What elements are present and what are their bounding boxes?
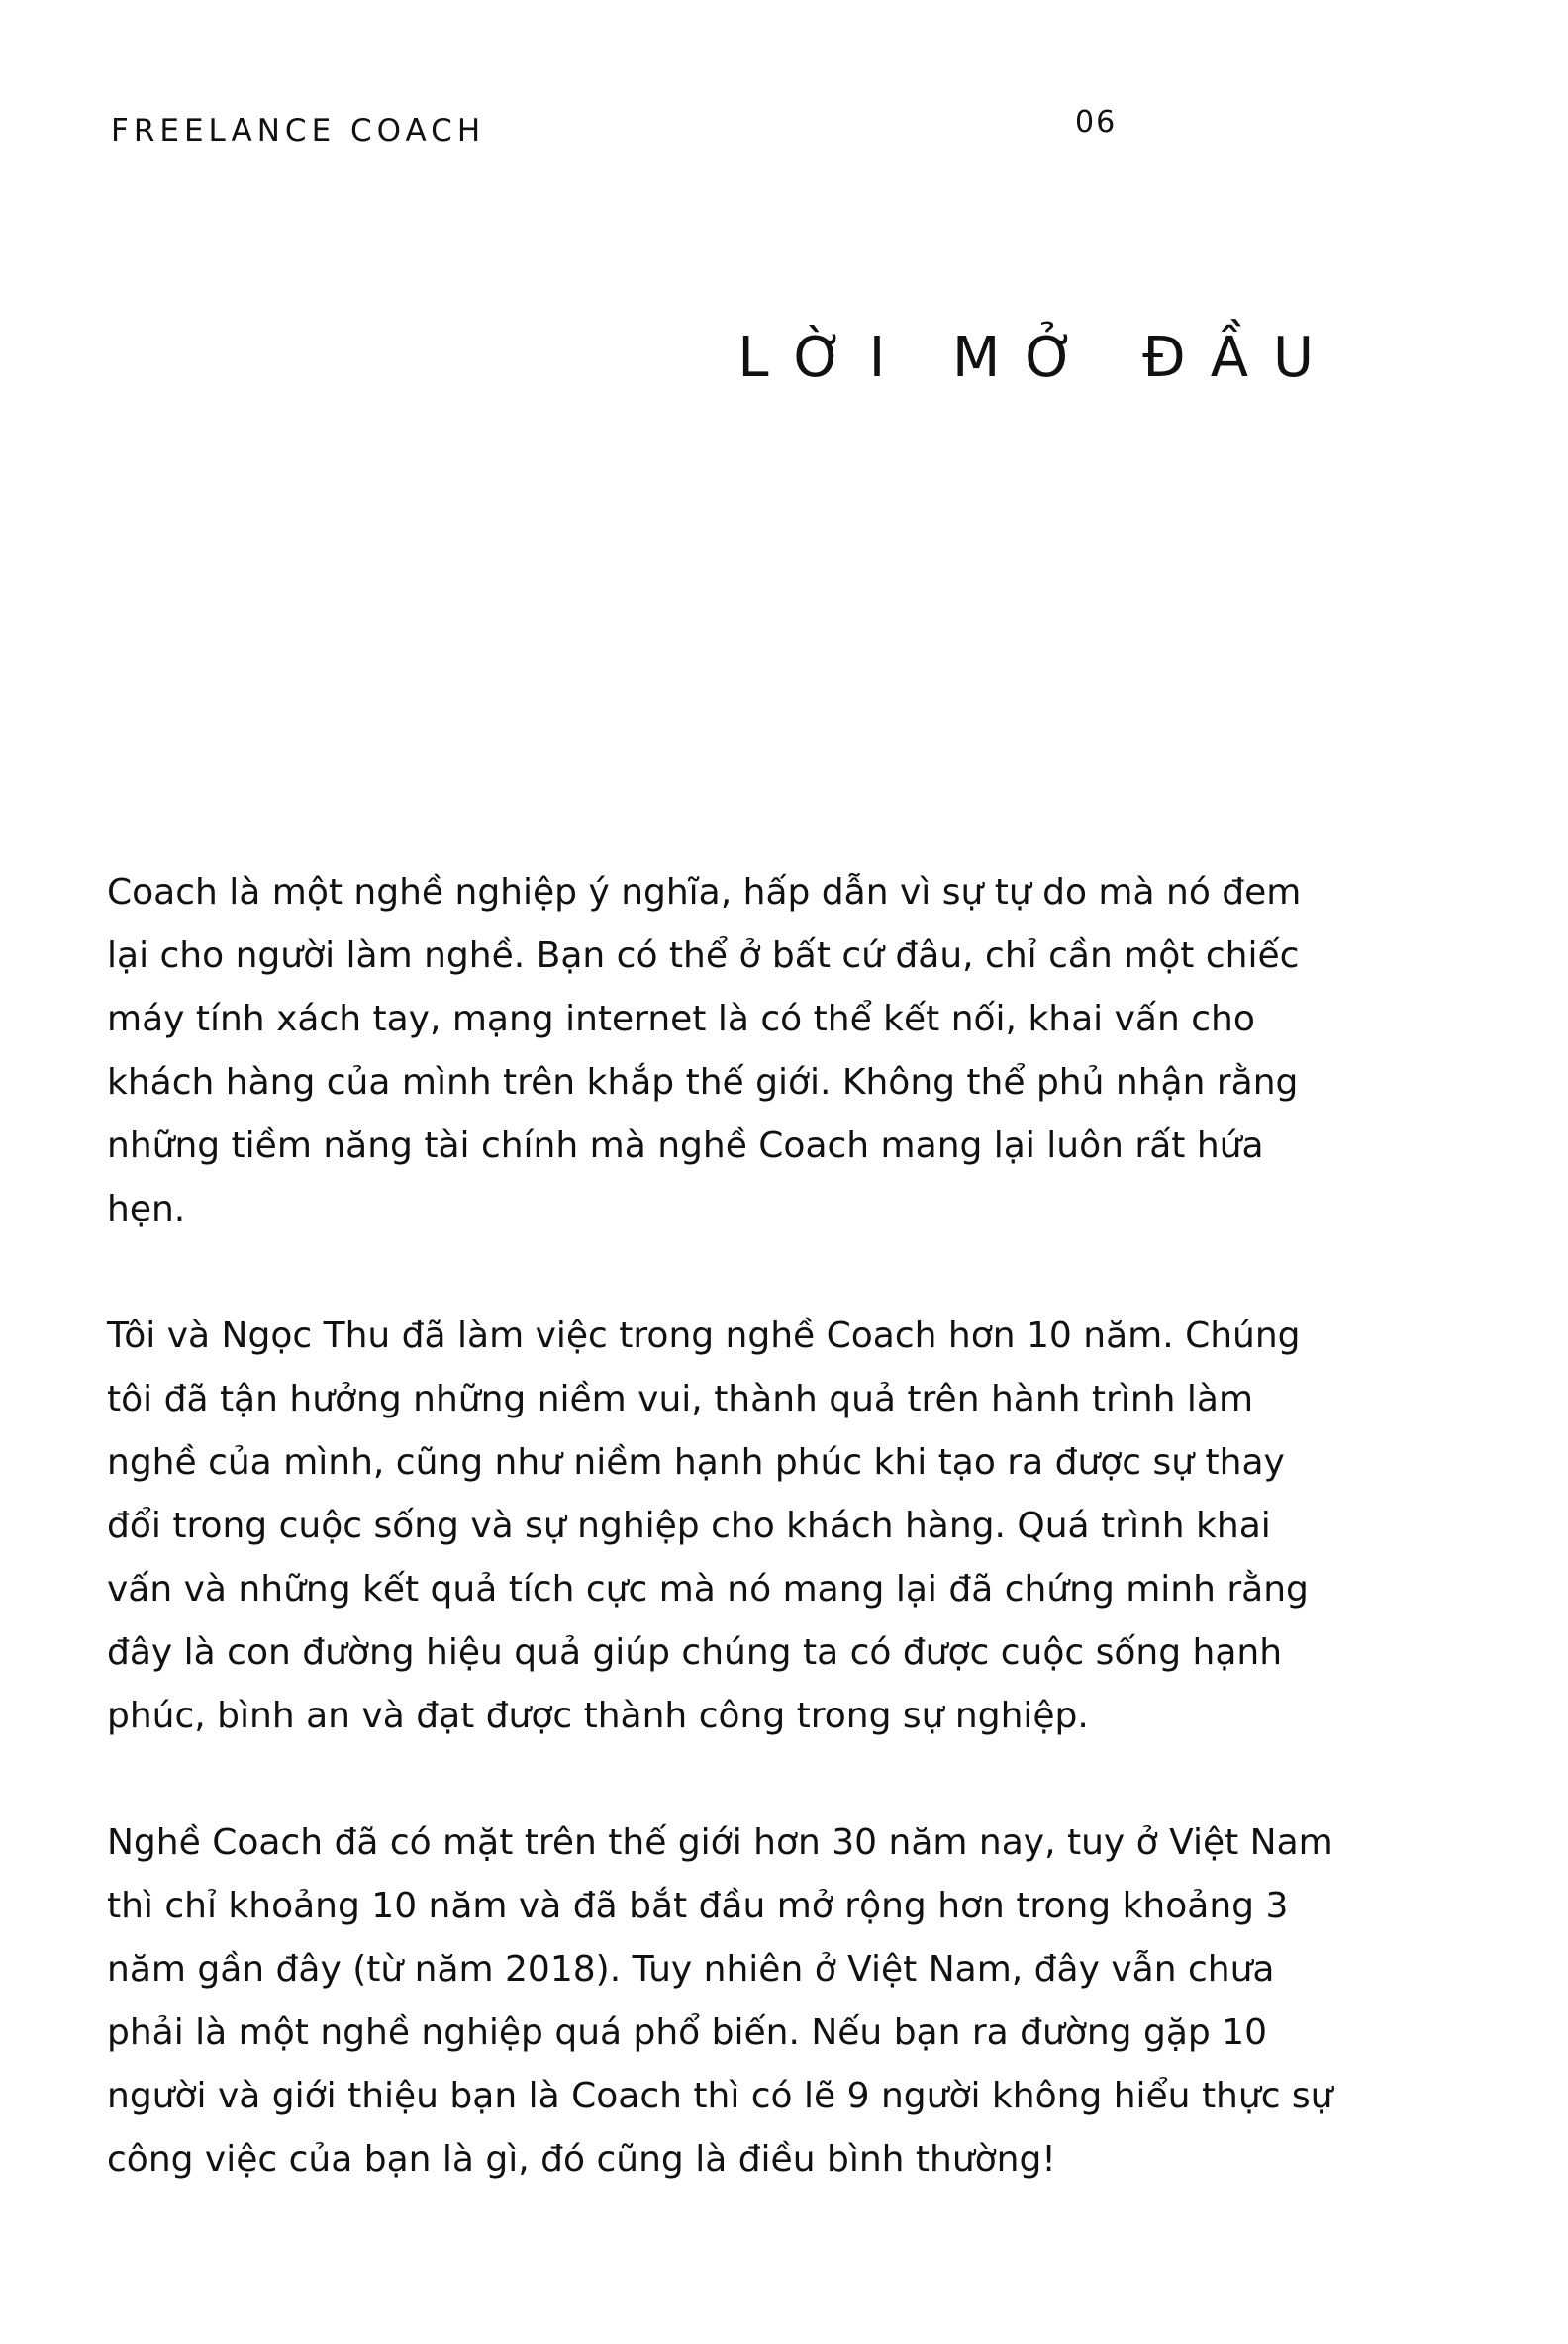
body-text bbox=[107, 861, 1334, 2255]
paragraph: Tôi và Ngọc Thu đã làm việc trong nghề Coach hơn 10 năm. Chúng tôi đã tận hưởng những niềm vui, thành quả trên hành trình làm nghề của mình, cũng như niềm hạnh phúc khi tạo ra được sự thay đổi trong cuộc sống và sự nghiệp cho khách hàng. Quá trình khai vấn và những kết quả tích cực mà nó mang lại đã chứng minh rằng đây là con đường hiệu quả giúp chúng ta có được cuộc sống hạnh phúc, bình an và đạt được thành công trong sự nghiệp. bbox=[107, 1316, 1309, 1736]
chapter-title: LỜI MỞ ĐẦU bbox=[737, 326, 1338, 390]
running-head: FREELANCE COACH bbox=[111, 113, 486, 148]
paragraph: Nghề Coach đã có mặt trên thế giới hơn 30 năm nay, tuy ở Việt Nam thì chỉ khoảng 10 năm và đã bắt đầu mở rộng hơn trong khoảng 3 năm gần đây (từ năm 2018). Tuy nhiên ở Việt Nam, đây vẫn chưa phải là một nghề nghiệp quá phổ biến. Nếu bạn ra đường gặp 10 người và giới thiệu bạn là Coach thì có lẽ 9 người không hiểu thực sự công việc của bạn là gì, đó cũng là điều bình thường! bbox=[107, 1822, 1333, 2180]
page-number: 06 bbox=[1075, 105, 1118, 140]
paragraph: Coach là một nghề nghiệp ý nghĩa, hấp dẫn vì sự tự do mà nó đem lại cho người làm nghề. Bạn có thể ở bất cứ đâu, chỉ cần một chiếc máy tính xách tay, mạng internet là có thể kết nối, khai vấn cho khách hàng của mình trên khắp thế giới. Không thể phủ nhận rằng những tiềm năng tài chính mà nghề Coach mang lại luôn rất hứa hẹn. bbox=[107, 872, 1302, 1229]
